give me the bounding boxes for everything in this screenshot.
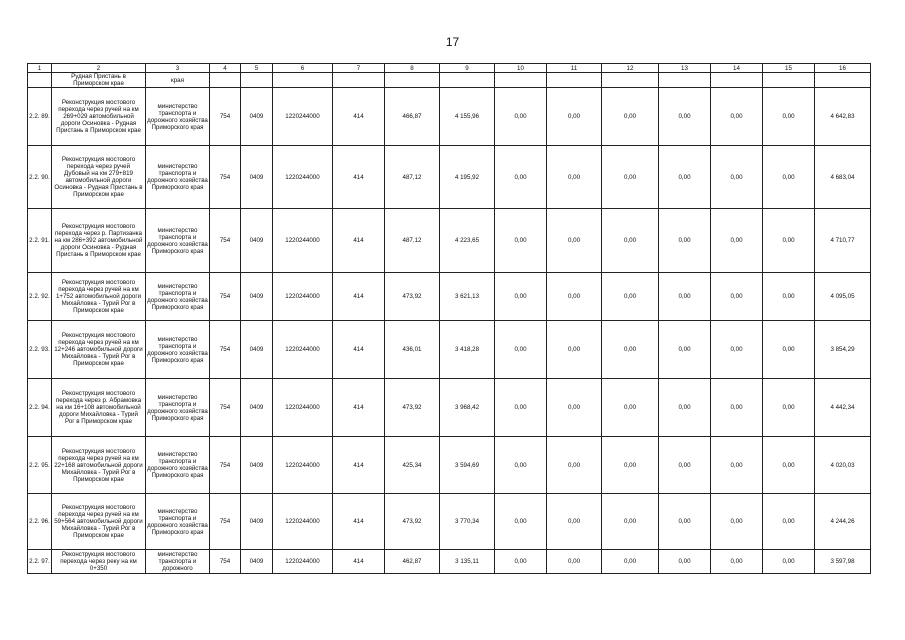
section-code: 0409 — [241, 88, 273, 146]
value-col-15: 0,00 — [763, 379, 815, 437]
budget-table — [27, 63, 871, 574]
row-number — [28, 73, 52, 88]
section-code: 0409 — [241, 379, 273, 437]
value-col-12: 0,00 — [602, 550, 659, 574]
column-number: 9 — [440, 64, 495, 73]
section-code: 0409 — [241, 321, 273, 379]
column-number: 13 — [659, 64, 711, 73]
column-number: 10 — [495, 64, 547, 73]
value-col-12: 0,00 — [602, 321, 659, 379]
project-name: Реконструкция мостового перехода через ручей на км 22+168 автомобильной дороги Михайловка - Турий Рог в Приморском крае — [52, 437, 146, 494]
continuation-row — [28, 73, 871, 88]
row-number: 2.2. 89. — [28, 88, 52, 146]
value-col-14: 0,00 — [711, 379, 763, 437]
total-value: 4 095,05 — [815, 273, 871, 321]
project-name: Реконструкция мостового перехода через ручей на км 59+564 автомобильной дороги Михайловка - Турий Рог в Приморском крае — [52, 494, 146, 550]
table-row — [28, 437, 871, 494]
table-row — [28, 146, 871, 209]
value-col-15: 0,00 — [763, 146, 815, 209]
value-col-8: 466,87 — [385, 88, 440, 146]
section-code: 0409 — [241, 437, 273, 494]
chapter-code: 754 — [210, 379, 241, 437]
chapter-code: 754 — [210, 146, 241, 209]
target-article: 1220244000 — [273, 88, 333, 146]
total-value: 4 020,03 — [815, 437, 871, 494]
column-number: 5 — [241, 64, 273, 73]
target-article: 1220244000 — [273, 437, 333, 494]
value-col-15: 0,00 — [763, 321, 815, 379]
chapter-code: 754 — [210, 88, 241, 146]
agency-name: министерство транспорта и дорожного хозяйства Приморского края — [146, 437, 210, 494]
value-col-10: 0,00 — [495, 321, 547, 379]
column-number: 12 — [602, 64, 659, 73]
value-col-11: 0,00 — [547, 379, 602, 437]
project-name: Рудная Пристань в Приморском крае — [52, 73, 146, 88]
project-name: Реконструкция мостового перехода через ручей на км 269+029 автомобильной дороги Осиновка - Рудная Пристань в Приморском крае — [52, 88, 146, 146]
project-name: Реконструкция мостового перехода через реку на км 0+350 — [52, 550, 146, 574]
agency-name: края — [146, 73, 210, 88]
total-value: 3 854,29 — [815, 321, 871, 379]
value-col-10: 0,00 — [495, 146, 547, 209]
value-col-9: 3 770,34 — [440, 494, 495, 550]
expense-type: 414 — [333, 209, 385, 273]
expense-type: 414 — [333, 494, 385, 550]
value-col-13: 0,00 — [659, 550, 711, 574]
target-article: 1220244000 — [273, 550, 333, 574]
target-article: 1220244000 — [273, 494, 333, 550]
row-number: 2.2. 94. — [28, 379, 52, 437]
chapter-code: 754 — [210, 494, 241, 550]
value-col-14: 0,00 — [711, 273, 763, 321]
value-col-13: 0,00 — [659, 146, 711, 209]
agency-name: министерство транспорта и дорожного хозяйства Приморского края — [146, 88, 210, 146]
value-col-8: 436,01 — [385, 321, 440, 379]
value-col-10: 0,00 — [495, 550, 547, 574]
total-value: 4 642,83 — [815, 88, 871, 146]
value-col-14: 0,00 — [711, 494, 763, 550]
chapter-code: 754 — [210, 273, 241, 321]
value-col-13: 0,00 — [659, 273, 711, 321]
value-col-8: 487,12 — [385, 146, 440, 209]
column-number: 4 — [210, 64, 241, 73]
value-col-15: 0,00 — [763, 437, 815, 494]
project-name: Реконструкция мостового перехода через р. Абрамовка на км 16+108 автомобильной дороги Михайловка - Турий Рог в Приморском крае — [52, 379, 146, 437]
value-col-11: 0,00 — [547, 321, 602, 379]
target-article: 1220244000 — [273, 273, 333, 321]
total-value: 3 597,98 — [815, 550, 871, 574]
column-number-row — [28, 64, 871, 73]
value-col-9: 3 621,13 — [440, 273, 495, 321]
value-col-8: 487,12 — [385, 209, 440, 273]
project-name: Реконструкция мостового перехода через р. Партизанка на км 286+392 автомобильной дороги Осиновка - Рудная Пристань в Приморском крае — [52, 209, 146, 273]
expense-type: 414 — [333, 550, 385, 574]
value-col-11: 0,00 — [547, 88, 602, 146]
value-col-9: 4 195,92 — [440, 146, 495, 209]
expense-type: 414 — [333, 273, 385, 321]
agency-name: министерство транспорта и дорожного хозяйства Приморского края — [146, 321, 210, 379]
value-col-8: 473,92 — [385, 494, 440, 550]
agency-name: министерство транспорта и дорожного хозяйства Приморского края — [146, 209, 210, 273]
section-code: 0409 — [241, 146, 273, 209]
value-col-15: 0,00 — [763, 550, 815, 574]
expense-type: 414 — [333, 146, 385, 209]
value-col-11: 0,00 — [547, 494, 602, 550]
total-value: 4 710,77 — [815, 209, 871, 273]
column-number: 15 — [763, 64, 815, 73]
value-col-8: 473,92 — [385, 273, 440, 321]
value-col-11: 0,00 — [547, 146, 602, 209]
agency-name: министерство транспорта и дорожного — [146, 550, 210, 574]
value-col-12: 0,00 — [602, 146, 659, 209]
value-col-14: 0,00 — [711, 321, 763, 379]
value-col-12: 0,00 — [602, 88, 659, 146]
value-col-12: 0,00 — [602, 379, 659, 437]
expense-type: 414 — [333, 437, 385, 494]
value-col-12: 0,00 — [602, 209, 659, 273]
project-name: Реконструкция мостового перехода через ручей на км 1+752 автомобильной дороги Михайловка - Турий Рог в Приморском крае — [52, 273, 146, 321]
expense-type: 414 — [333, 321, 385, 379]
expense-type: 414 — [333, 379, 385, 437]
value-col-9: 4 155,96 — [440, 88, 495, 146]
value-col-12: 0,00 — [602, 494, 659, 550]
value-col-12: 0,00 — [602, 437, 659, 494]
value-col-15: 0,00 — [763, 494, 815, 550]
section-code: 0409 — [241, 273, 273, 321]
table-row — [28, 321, 871, 379]
agency-name: министерство транспорта и дорожного хозяйства Приморского края — [146, 494, 210, 550]
row-number: 2.2. 92. — [28, 273, 52, 321]
value-col-15: 0,00 — [763, 209, 815, 273]
row-number: 2.2. 91. — [28, 209, 52, 273]
row-number: 2.2. 90. — [28, 146, 52, 209]
column-number: 1 — [28, 64, 52, 73]
value-col-8: 473,92 — [385, 379, 440, 437]
value-col-10: 0,00 — [495, 379, 547, 437]
value-col-9: 4 223,65 — [440, 209, 495, 273]
value-col-15: 0,00 — [763, 88, 815, 146]
value-col-9: 3 418,28 — [440, 321, 495, 379]
table-row — [28, 550, 871, 574]
chapter-code: 754 — [210, 437, 241, 494]
value-col-10: 0,00 — [495, 273, 547, 321]
target-article: 1220244000 — [273, 209, 333, 273]
value-col-9: 3 968,42 — [440, 379, 495, 437]
value-col-8: 425,34 — [385, 437, 440, 494]
row-number: 2.2. 95. — [28, 437, 52, 494]
agency-name: министерство транспорта и дорожного хозяйства Приморского края — [146, 146, 210, 209]
value-col-11: 0,00 — [547, 273, 602, 321]
value-col-12: 0,00 — [602, 273, 659, 321]
target-article: 1220244000 — [273, 321, 333, 379]
total-value: 4 244,26 — [815, 494, 871, 550]
column-number: 3 — [146, 64, 210, 73]
table-row — [28, 273, 871, 321]
value-col-14: 0,00 — [711, 437, 763, 494]
value-col-11: 0,00 — [547, 437, 602, 494]
target-article: 1220244000 — [273, 379, 333, 437]
value-col-10: 0,00 — [495, 494, 547, 550]
value-col-13: 0,00 — [659, 88, 711, 146]
agency-name: министерство транспорта и дорожного хозяйства Приморского края — [146, 379, 210, 437]
value-col-11: 0,00 — [547, 209, 602, 273]
value-col-10: 0,00 — [495, 437, 547, 494]
value-col-11: 0,00 — [547, 550, 602, 574]
column-number: 16 — [815, 64, 871, 73]
agency-name: министерство транспорта и дорожного хозяйства Приморского края — [146, 273, 210, 321]
table-row — [28, 209, 871, 273]
section-code: 0409 — [241, 209, 273, 273]
column-number: 14 — [711, 64, 763, 73]
table-row — [28, 494, 871, 550]
value-col-13: 0,00 — [659, 494, 711, 550]
value-col-9: 3 135,11 — [440, 550, 495, 574]
expense-type: 414 — [333, 88, 385, 146]
column-number: 2 — [52, 64, 146, 73]
row-number: 2.2. 97. — [28, 550, 52, 574]
row-number: 2.2. 93. — [28, 321, 52, 379]
value-col-10: 0,00 — [495, 88, 547, 146]
target-article: 1220244000 — [273, 146, 333, 209]
value-col-13: 0,00 — [659, 379, 711, 437]
value-col-13: 0,00 — [659, 437, 711, 494]
column-number: 11 — [547, 64, 602, 73]
page-number: 17 — [445, 35, 460, 49]
section-code: 0409 — [241, 494, 273, 550]
chapter-code: 754 — [210, 550, 241, 574]
section-code: 0409 — [241, 550, 273, 574]
value-col-14: 0,00 — [711, 550, 763, 574]
column-number: 8 — [385, 64, 440, 73]
table-row — [28, 88, 871, 146]
value-col-8: 462,87 — [385, 550, 440, 574]
table-row — [28, 379, 871, 437]
project-name: Реконструкция мостового перехода через ручей Дубовый на км 279+819 автомобильной дороги Осиновка - Рудная Пристань в Приморском крае — [52, 146, 146, 209]
chapter-code: 754 — [210, 321, 241, 379]
value-col-13: 0,00 — [659, 209, 711, 273]
row-number: 2.2. 96. — [28, 494, 52, 550]
value-col-9: 3 594,69 — [440, 437, 495, 494]
column-number: 7 — [333, 64, 385, 73]
value-col-10: 0,00 — [495, 209, 547, 273]
chapter-code: 754 — [210, 209, 241, 273]
value-col-14: 0,00 — [711, 88, 763, 146]
value-col-15: 0,00 — [763, 273, 815, 321]
column-number: 6 — [273, 64, 333, 73]
value-col-13: 0,00 — [659, 321, 711, 379]
total-value: 4 442,34 — [815, 379, 871, 437]
value-col-14: 0,00 — [711, 146, 763, 209]
value-col-14: 0,00 — [711, 209, 763, 273]
project-name: Реконструкция мостового перехода через ручей на км 12+246 автомобильной дороги Михайловка - Турий Рог в Приморском крае — [52, 321, 146, 379]
total-value: 4 683,04 — [815, 146, 871, 209]
